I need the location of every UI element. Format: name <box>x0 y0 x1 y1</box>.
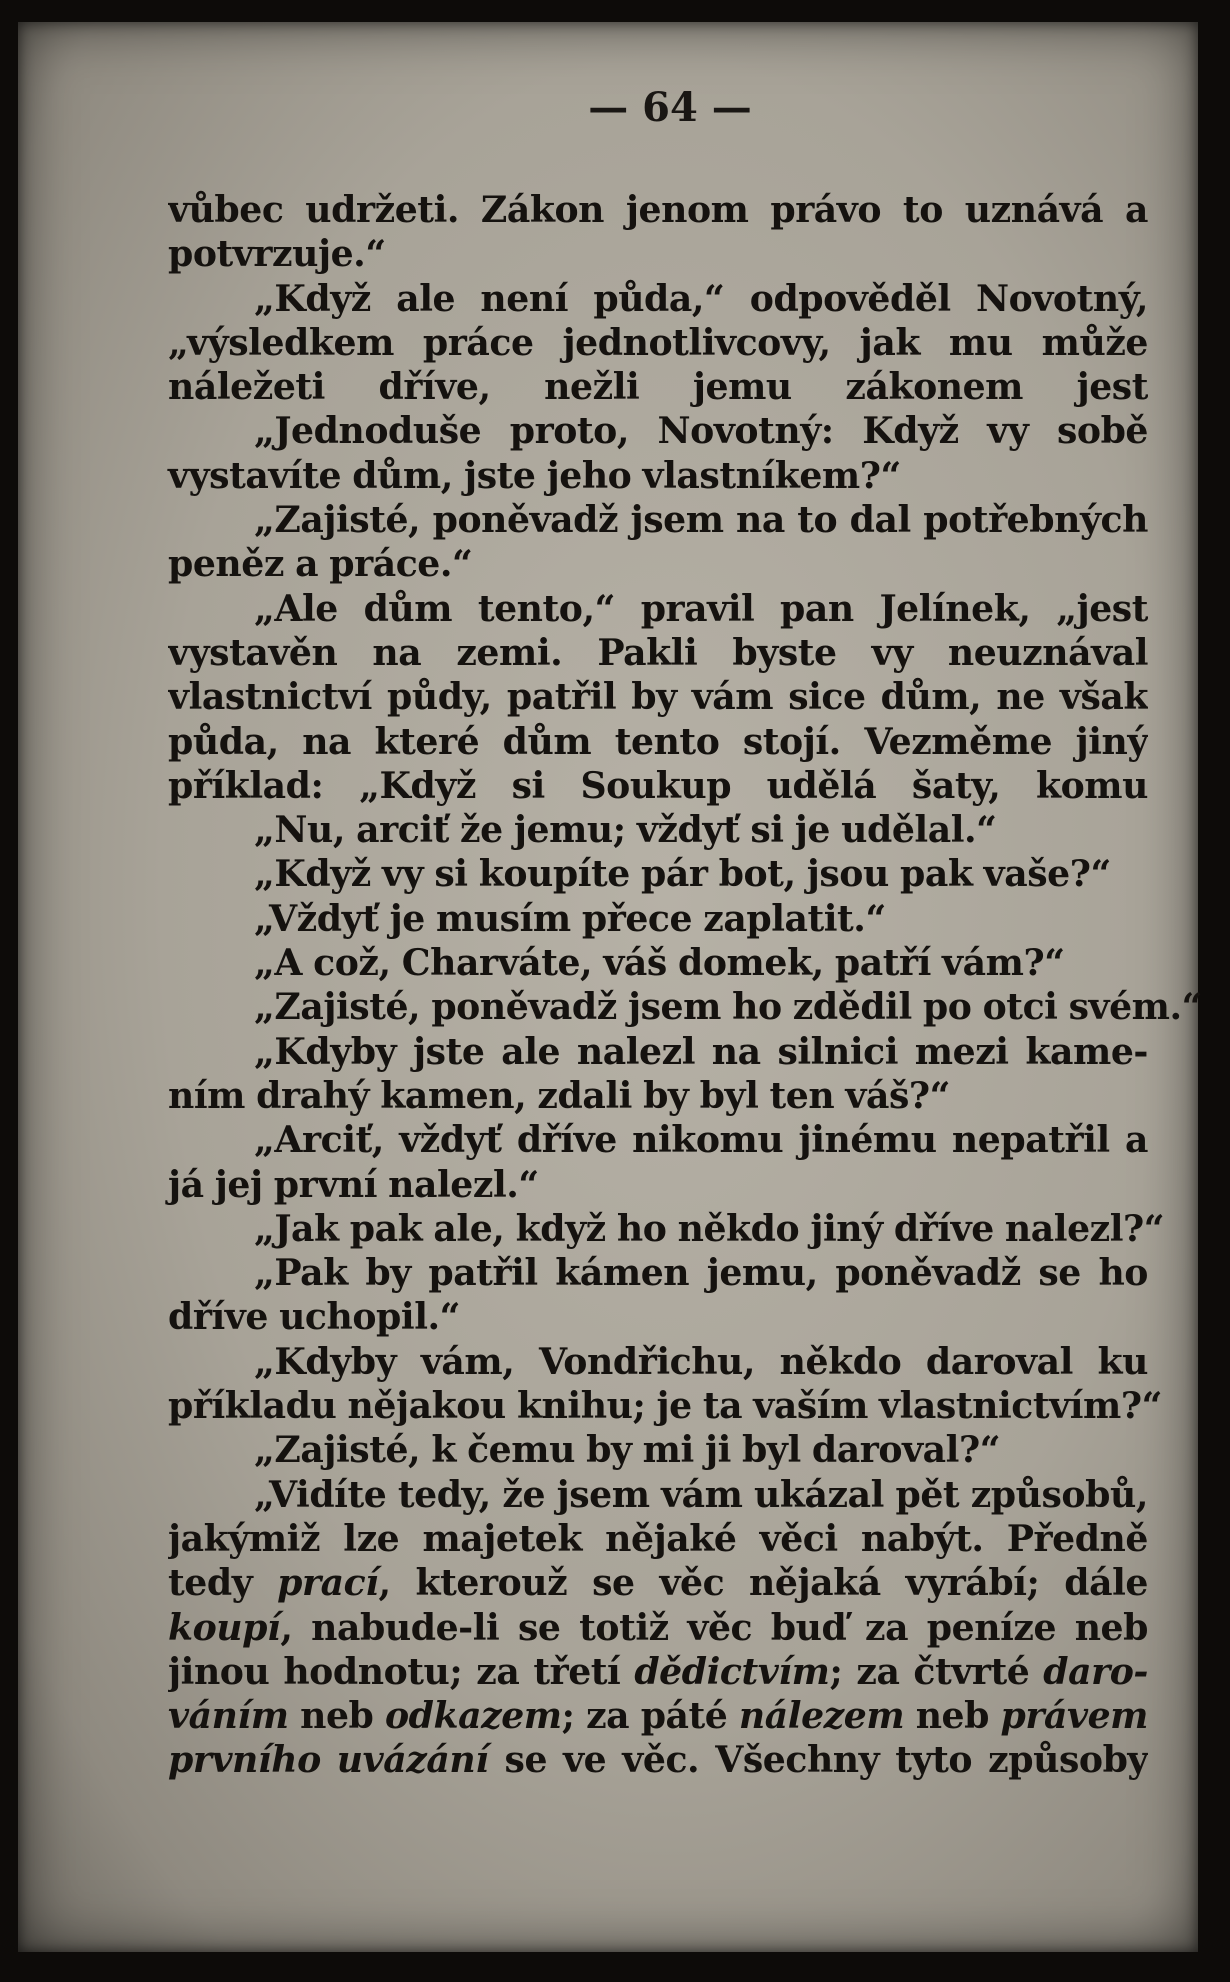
text-segment: neb <box>288 1694 385 1738</box>
text-line <box>168 1206 1165 1251</box>
text-line <box>168 1340 1148 1384</box>
text-segment: vůbec udržeti. Zákon jenom právo to uznává a <box>168 188 1148 231</box>
text-segment: „Zajisté, poněvadž jsem ho zdědil po otci svém.“ <box>254 985 1203 1029</box>
italic-text: prací <box>277 1561 379 1605</box>
text-line <box>168 232 1148 276</box>
text-segment: příkladu nějakou knihu; je ta vaším vlastnictvím?“ <box>168 1384 1162 1428</box>
text-segment: „A což, Charváte, váš domek, patří vám?“ <box>254 941 1065 985</box>
text-line <box>168 365 1148 409</box>
text-segment: , kterouž se věc nějaká vyrábí; dále <box>378 1561 1148 1605</box>
text-segment: „Ale dům tento,“ pravil pan Jelínek, „jest <box>254 586 1148 630</box>
text-line <box>168 1118 1148 1162</box>
text-line <box>168 764 1148 808</box>
text-segment: vystavíte dům, jste jeho vlastníkem?“ <box>168 453 901 497</box>
italic-text: právem <box>1000 1694 1148 1738</box>
text-line <box>168 1606 1148 1650</box>
text-segment: příklad: „Když si Soukup udělá šaty, komu <box>168 763 1148 807</box>
text-segment: neb <box>904 1694 1001 1738</box>
text-line <box>168 675 1148 719</box>
page-number: — 64 — <box>588 84 752 131</box>
text-segment: „Když ale není půda,“ odpověděl Novotný, <box>254 276 1148 320</box>
text-line <box>168 1428 1148 1472</box>
italic-text: váním <box>168 1694 289 1738</box>
italic-text: koupí <box>168 1605 281 1649</box>
text-segment: „Jak pak ale, když ho někdo jiný dříve nalezl?“ <box>254 1206 1165 1250</box>
text-segment: jinou hodnotu; za třetí <box>168 1649 635 1693</box>
text-segment: vystavěn na zemi. Pakli byste vy neuznával <box>168 630 1148 674</box>
text-line <box>168 941 1148 985</box>
italic-text: odkazem <box>384 1694 562 1738</box>
text-segment: jakýmiž lze majetek nějaké věci nabýt. Předně <box>168 1516 1148 1560</box>
text-segment: „Kdyby vám, Vondřichu, někdo daroval ku <box>254 1339 1148 1383</box>
text-segment: „Když vy si koupíte pár bot, jsou pak vaše?“ <box>254 852 1111 896</box>
text-segment: peněz a práce.“ <box>168 542 473 586</box>
text-line <box>168 409 1148 453</box>
text-line <box>168 454 1148 498</box>
text-line <box>168 1074 1148 1118</box>
text-line <box>168 1251 1148 1295</box>
text-line <box>168 1517 1148 1561</box>
text-segment: náležeti dříve, nežli jemu zákonem jest <box>168 365 1148 409</box>
italic-text: daro- <box>1043 1649 1148 1693</box>
text-line <box>168 188 1148 232</box>
text-segment: „Vidíte tedy, že jsem vám ukázal pět způsobů, <box>254 1472 1148 1516</box>
text-segment: „výsledkem práce jednotlivcovy, jak mu může <box>168 320 1148 364</box>
italic-text: prvního uvázání <box>168 1738 489 1782</box>
text-line <box>168 720 1148 764</box>
text-line <box>168 1473 1148 1517</box>
body-text <box>168 188 1203 1783</box>
text-segment: vlastnictví půdy, patřil by vám sice dům, ne však <box>168 675 1148 719</box>
text-line <box>168 498 1148 542</box>
text-segment: „Kdyby jste ale nalezl na silnici mezi kame- <box>254 1029 1148 1073</box>
text-segment: „Vždyť je musím přece zaplatit.“ <box>254 896 886 940</box>
text-segment: „Jednoduše proto, Novotný: Když vy sobě <box>254 409 1148 453</box>
text-line <box>168 808 1148 852</box>
text-line <box>168 1163 1148 1207</box>
text-line <box>168 277 1148 321</box>
italic-text: dědictvím <box>634 1649 830 1693</box>
text-segment: „Zajisté, k čemu by mi ji byl daroval?“ <box>254 1428 1001 1472</box>
text-segment: potvrzuje.“ <box>168 232 386 276</box>
text-segment: „Zajisté, poněvadž jsem na to dal potřebných <box>254 498 1148 542</box>
text-line <box>168 852 1148 896</box>
text-segment: já jej první nalezl.“ <box>168 1162 539 1206</box>
text-line <box>168 1694 1148 1738</box>
text-segment: ; za páté <box>561 1694 739 1738</box>
text-segment: „Pak by patřil kámen jemu, poněvadž se ho <box>254 1251 1148 1295</box>
text-segment: dříve uchopil.“ <box>168 1295 461 1339</box>
text-line <box>168 1738 1148 1782</box>
text-line <box>168 1030 1148 1074</box>
text-line <box>168 631 1148 675</box>
text-line <box>168 321 1148 365</box>
text-line <box>168 897 1148 941</box>
text-segment: půda, na které dům tento stojí. Vezměme jiný <box>168 719 1148 763</box>
text-line <box>168 1384 1162 1428</box>
italic-text: nálezem <box>738 1694 905 1738</box>
text-line <box>168 542 1148 586</box>
text-line <box>168 1650 1148 1694</box>
book-page <box>18 22 1203 1952</box>
text-line <box>168 587 1148 631</box>
text-segment: ; za čtvrté <box>829 1649 1044 1693</box>
text-segment: tedy <box>168 1561 278 1605</box>
text-segment: ním drahý kamen, zdali by byl ten váš?“ <box>168 1073 951 1117</box>
text-segment: , nabude-li se totiž věc buď za peníze neb <box>280 1605 1148 1649</box>
text-line <box>168 985 1203 1029</box>
text-line <box>168 1295 1148 1339</box>
text-segment: „Arciť, vždyť dříve nikomu jinému nepatřil a <box>254 1118 1148 1162</box>
text-segment: se ve věc. Všechny tyto způsoby <box>488 1738 1148 1782</box>
text-segment: „Nu, arciť že jemu; vždyť si je udělal.“ <box>254 808 997 852</box>
text-line <box>168 1561 1148 1605</box>
